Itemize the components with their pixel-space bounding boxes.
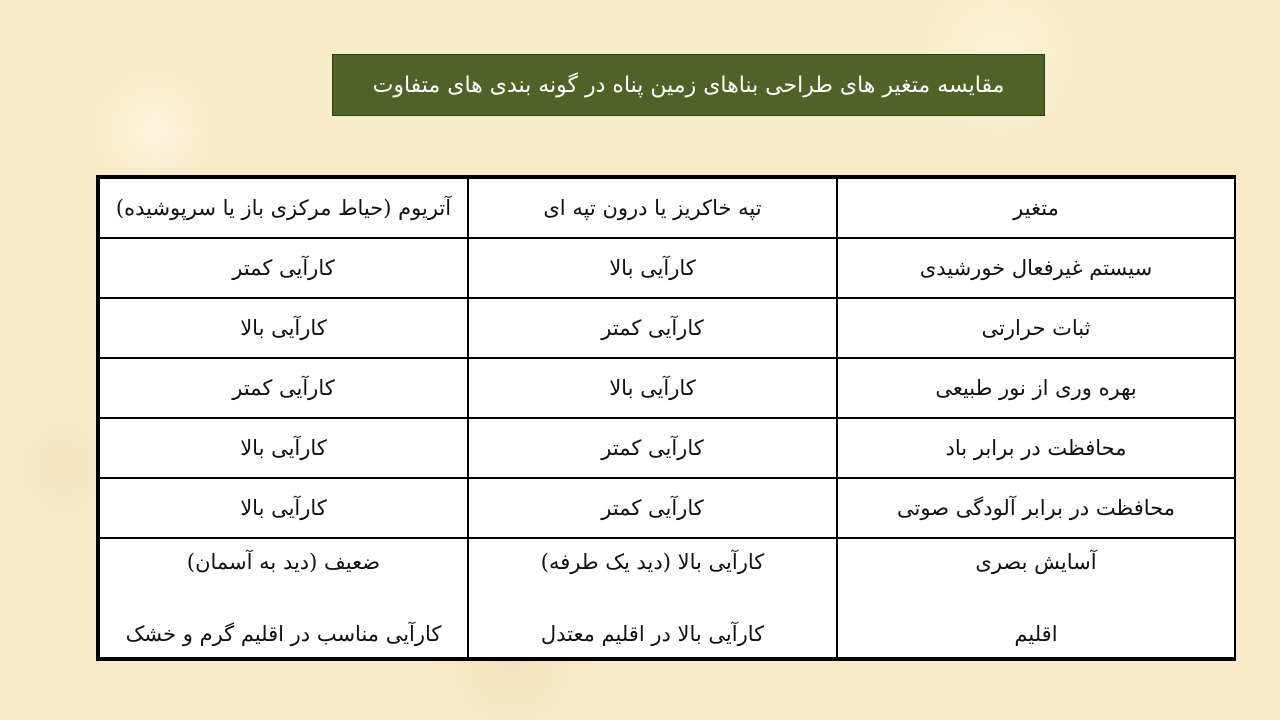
table-row bbox=[99, 478, 1235, 538]
header-cell-mound: تپه خاکریز یا درون تپه ای bbox=[468, 178, 837, 238]
title-banner bbox=[332, 54, 1045, 116]
cell-line: ضعیف (دید به آسمان) bbox=[186, 550, 381, 574]
table-cell: کارآیی کمتر bbox=[468, 298, 837, 358]
table-cell: کارآیی بالا bbox=[99, 298, 468, 358]
table-cell: کارآیی بالا bbox=[468, 238, 837, 298]
table-cell: کارآیی بالا bbox=[99, 418, 468, 478]
cell-line: کارآیی بالا در اقلیم معتدل bbox=[540, 622, 765, 646]
cell-line: کارآیی مناسب در اقلیم گرم و خشک bbox=[125, 622, 442, 646]
table-cell: کارآیی کمتر bbox=[99, 238, 468, 298]
cell-line: کارآیی بالا (دید یک طرفه) bbox=[540, 550, 765, 574]
table-cell: کارآیی بالا bbox=[468, 358, 837, 418]
table-cell: ثبات حرارتی bbox=[837, 298, 1235, 358]
table-cell: کارآیی کمتر bbox=[468, 418, 837, 478]
header-cell-atrium: آتریوم (حیاط مرکزی باز یا سرپوشیده) bbox=[99, 178, 468, 238]
table-cell-multiline bbox=[99, 538, 468, 658]
table-row-multiline bbox=[99, 538, 1235, 658]
comparison-table-container bbox=[96, 175, 1236, 661]
table-cell: کارآیی کمتر bbox=[468, 478, 837, 538]
table-cell: بهره وری از نور طبیعی bbox=[837, 358, 1235, 418]
slide-title: مقایسه متغیر های طراحی بناهای زمین پناه در گونه بندی های متفاوت bbox=[372, 72, 1005, 98]
table-row bbox=[99, 238, 1235, 298]
table-cell: کارآیی کمتر bbox=[99, 358, 468, 418]
table-cell: محافظت در برابر باد bbox=[837, 418, 1235, 478]
table-cell-multiline bbox=[468, 538, 837, 658]
comparison-table bbox=[98, 177, 1236, 659]
table-row bbox=[99, 358, 1235, 418]
table-header-row bbox=[99, 178, 1235, 238]
table-cell: سیستم غیرفعال خورشیدی bbox=[837, 238, 1235, 298]
header-cell-variable: متغیر bbox=[837, 178, 1235, 238]
table-row bbox=[99, 418, 1235, 478]
table-row bbox=[99, 298, 1235, 358]
cell-line: اقلیم bbox=[1014, 622, 1058, 646]
table-cell-multiline bbox=[837, 538, 1235, 658]
table-cell: کارآیی بالا bbox=[99, 478, 468, 538]
cell-line: آسایش بصری bbox=[975, 550, 1097, 574]
table-cell: محافظت در برابر آلودگی صوتی bbox=[837, 478, 1235, 538]
